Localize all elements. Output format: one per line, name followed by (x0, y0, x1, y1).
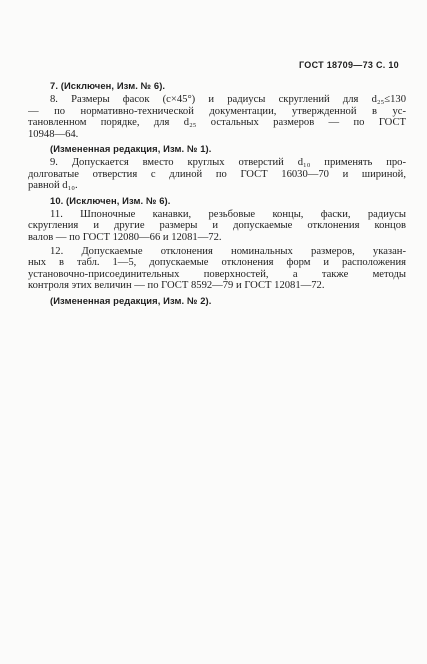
clause-8-line-4: 10948—64. (28, 128, 79, 140)
clause-11-line-2: скругления и другие размеры и допускаемые отклонения концов (28, 220, 406, 232)
clause-11-line-3: валов — по ГОСТ 12080—66 и 12081—72. (28, 231, 222, 243)
amendment-note-2: (Измененная редакция, Изм. № 2). (50, 294, 212, 306)
clause-12-line-2: ных в табл. 1—5, допускаемые отклонения форм и расположения (28, 257, 406, 269)
clause-8-line-2: — по нормативно-технической документации, утвержденной в ус- (28, 105, 406, 117)
clause-8-line-1: 8. Размеры фасок (c×45°) и радиусы скруглений для d₂₅≤130 (50, 94, 406, 106)
scan-edge (0, 654, 427, 664)
clause-9-line-3: равной d₁₀. (28, 180, 78, 192)
clause-8-line-3: тановленном порядке, для d₂₅ остальных размеров — по ГОСТ (28, 117, 406, 129)
clause-7-deleted: 7. (Исключен, Изм. № 6). (50, 80, 166, 91)
clause-11-line-1: 11. Шпоночные канавки, резьбовые концы, фаски, радиусы (50, 208, 406, 220)
document-body (28, 80, 406, 306)
clause-12-line-3: установочно-присоединительных поверхностей, а также методы (28, 268, 406, 280)
clause-9-line-1: 9. Допускается вместо круглых отверстий d₁₀ применять про- (50, 157, 406, 169)
clause-10-deleted: 10. (Исключен, Изм. № 6). (50, 194, 171, 206)
amendment-note-1: (Измененная редакция, Изм. № 1). (50, 142, 212, 154)
page-header: ГОСТ 18709—73 С. 10 (298, 60, 399, 70)
clause-12-line-1: 12. Допускаемые отклонения номинальных размеров, указан- (50, 246, 406, 258)
clause-9-line-2: долговатые отверстия с длиной по ГОСТ 16030—70 и шириной, (28, 168, 406, 180)
clause-12-line-4: контроля этих величин — по ГОСТ 8592—79 и ГОСТ 12081—72. (28, 280, 325, 292)
